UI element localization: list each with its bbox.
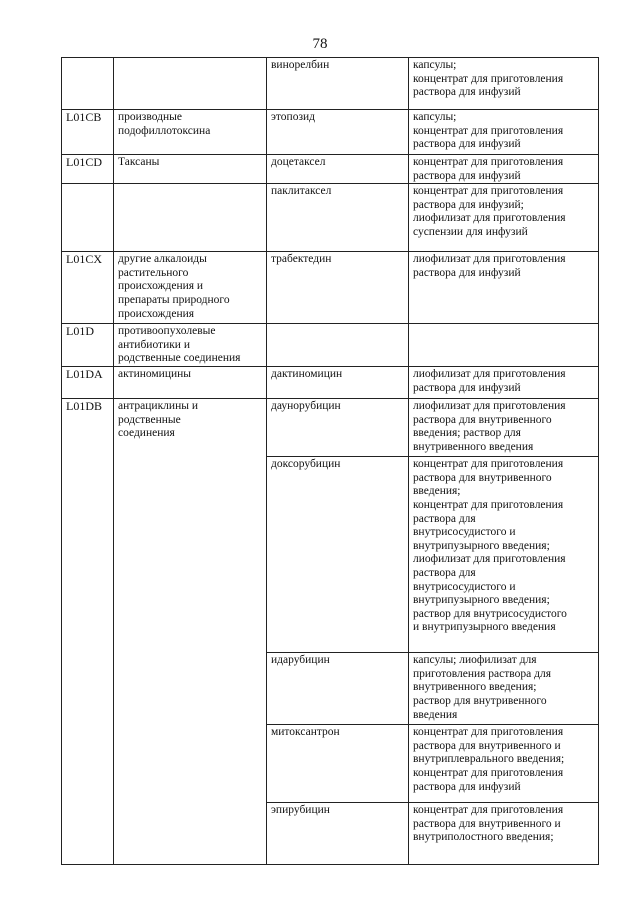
atc-group-cell-line: противоопухолевые [118,325,216,338]
atc-group-cell-line: родственные [118,413,181,426]
atc-group-cell-line: другие алкалоиды [118,253,207,266]
atc-code-cell-text: L01CD [66,155,102,169]
drug-name-cell-text: идарубицин [271,654,330,667]
atc-group-cell-line: Таксаны [118,156,160,168]
dosage-form-cell-line: раствора для инфузий [413,266,521,279]
table-row [62,252,599,324]
dosage-form-cell-line: введения; [413,485,461,498]
dosage-form-cell [409,653,599,725]
dosage-form-cell-line: раствора для внутривенного и [413,817,561,830]
table-row [62,184,599,252]
dosage-form-cell-line: внутрипузырного введения; [413,594,550,607]
drug-name-cell-text: доцетаксел [271,156,326,168]
table-row [62,367,599,399]
drug-table [61,57,599,865]
dosage-form-cell-line: концентрат для приготовления [413,72,564,85]
dosage-form-cell-line: внутрипузырного введения; [413,539,550,552]
drug-name-cell [267,803,409,865]
atc-group-cell [114,367,267,399]
atc-group-cell-line: подофиллотоксина [118,124,211,137]
atc-code-cell [62,252,114,324]
atc-group-cell-line: происхождения и [118,280,204,293]
dosage-form-cell-line: лиофилизат для приготовления [413,253,566,266]
atc-code-cell-text: L01DA [66,367,103,382]
atc-group-cell-line: растительного [118,266,189,279]
dosage-form-cell [409,252,599,324]
atc-group-cell-line: родственные соединения [118,352,241,365]
dosage-form-cell-line: раствора для [413,512,476,525]
atc-group-cell [114,110,267,155]
table-row [62,324,599,367]
dosage-form-cell-line: и внутрипузырного введения [413,621,556,634]
dosage-form-cell-line: раствора для внутривенного [413,413,552,426]
drug-name-cell-text: доксорубицин [271,458,341,471]
atc-group-cell [114,252,267,324]
dosage-form-cell-line: введения; раствор для [413,427,521,440]
drug-name-cell [267,184,409,252]
drug-name-cell [267,399,409,457]
atc-code-cell [62,367,114,399]
dosage-form-cell-line: лиофилизат для приготовления [413,212,566,225]
dosage-form-cell-line: раствора для инфузий; [413,198,524,211]
atc-code-cell [62,399,114,865]
dosage-form-cell-line: раствор для внутривенного [413,694,547,707]
dosage-form-cell-line: раствора для внутривенного [413,471,552,484]
atc-group-cell-line: производные [118,111,182,123]
atc-code-cell-text: L01CX [66,252,102,267]
dosage-form-cell [409,399,599,457]
dosage-form-cell-line: концентрат для приготовления [413,124,564,137]
dosage-form-cell-line: концентрат для приготовления [413,156,564,168]
drug-name-cell-text: паклитаксел [271,185,332,198]
dosage-form-cell-line: концентрат для приготовления [413,766,564,779]
atc-group-cell-line: происхождения [118,307,195,320]
dosage-form-cell [409,725,599,803]
dosage-form-cell-line: суспензии для инфузий [413,225,528,238]
dosage-form-cell-line: концентрат для приготовления [413,458,564,471]
drug-name-cell-text: дактиномицин [271,368,343,381]
atc-group-cell-line: препараты природного [118,293,230,306]
dosage-form-cell-line: раствора для инфузий [413,138,521,151]
dosage-form-cell-line: раствор для внутрисосудистого [413,607,567,620]
dosage-form-cell [409,324,599,367]
drug-name-cell [267,110,409,155]
dosage-form-cell-line: внутривенного введения [413,440,534,453]
table-row [62,58,599,110]
dosage-form-cell-line: раствора для инфузий [413,381,521,394]
atc-code-cell-text: L01D [66,324,94,339]
page-number: 78 [312,36,328,52]
dosage-form-cell-line: введения [413,708,458,721]
dosage-form-cell-line: капсулы; [413,59,457,71]
table-row [62,399,599,457]
dosage-form-cell [409,110,599,155]
dosage-form-cell-line: внутрисосудистого и [413,580,516,593]
atc-group-cell [114,399,267,865]
dosage-form-cell [409,803,599,865]
dosage-form-cell-line: раствора для внутривенного и [413,739,561,752]
table-row [62,155,599,184]
atc-group-cell-line: антрациклины и [118,400,198,413]
drug-name-cell [267,653,409,725]
dosage-form-cell [409,155,599,184]
atc-group-cell-line: актиномицины [118,368,192,381]
atc-code-cell [62,155,114,184]
dosage-form-cell-line: концентрат для приготовления [413,185,564,198]
dosage-form-cell-line: концентрат для приготовления [413,498,564,511]
atc-code-cell [62,324,114,367]
atc-group-cell [114,184,267,252]
dosage-form-cell-line: лиофилизат для приготовления [413,553,566,566]
atc-code-cell [62,184,114,252]
atc-code-cell-text: L01CB [66,110,102,124]
drug-name-cell [267,58,409,110]
atc-group-cell [114,155,267,184]
dosage-form-cell-line: приготовления раствора для [413,667,551,680]
dosage-form-cell-line: капсулы; [413,111,457,123]
drug-name-cell [267,725,409,803]
drug-name-cell-text: даунорубицин [271,400,341,413]
drug-name-cell [267,155,409,184]
atc-group-cell-line: соединения [118,427,175,440]
atc-code-cell-text: L01DB [66,399,102,414]
drug-name-cell-text: винорелбин [271,59,330,71]
drug-name-cell [267,324,409,367]
dosage-form-cell-line: внутриплеврального введения; [413,753,565,766]
atc-code-cell [62,110,114,155]
dosage-form-cell-line: капсулы; лиофилизат для [413,654,537,667]
dosage-form-cell [409,457,599,653]
dosage-form-cell-line: раствора для инфузий [413,86,521,99]
dosage-form-cell-line: внутрисосудистого и [413,526,516,539]
dosage-form-cell-line: лиофилизат для приготовления [413,400,566,413]
dosage-form-cell-line: внутривенного введения; [413,681,537,694]
drug-name-cell-text: трабектедин [271,253,332,266]
dosage-form-cell-line: раствора для инфузий [413,780,521,793]
dosage-form-cell-line: концентрат для приготовления [413,726,564,739]
drug-name-cell-text: эпирубицин [271,804,330,817]
drug-name-cell-text: этопозид [271,111,316,123]
atc-code-cell [62,58,114,110]
atc-group-cell [114,58,267,110]
dosage-form-cell-line: внутриполостного введения; [413,831,554,844]
dosage-form-cell [409,184,599,252]
drug-name-cell-text: митоксантрон [271,726,340,739]
dosage-form-cell-line: лиофилизат для приготовления [413,368,566,381]
atc-group-cell [114,324,267,367]
drug-name-cell [267,252,409,324]
dosage-form-cell-line: раствора для инфузий [413,169,521,182]
drug-name-cell [267,457,409,653]
drug-name-cell [267,367,409,399]
dosage-form-cell-line: концентрат для приготовления [413,804,564,817]
atc-group-cell-line: антибиотики и [118,338,190,351]
dosage-form-cell [409,367,599,399]
dosage-form-cell [409,58,599,110]
dosage-form-cell-line: раствора для [413,566,476,579]
table-row [62,110,599,155]
